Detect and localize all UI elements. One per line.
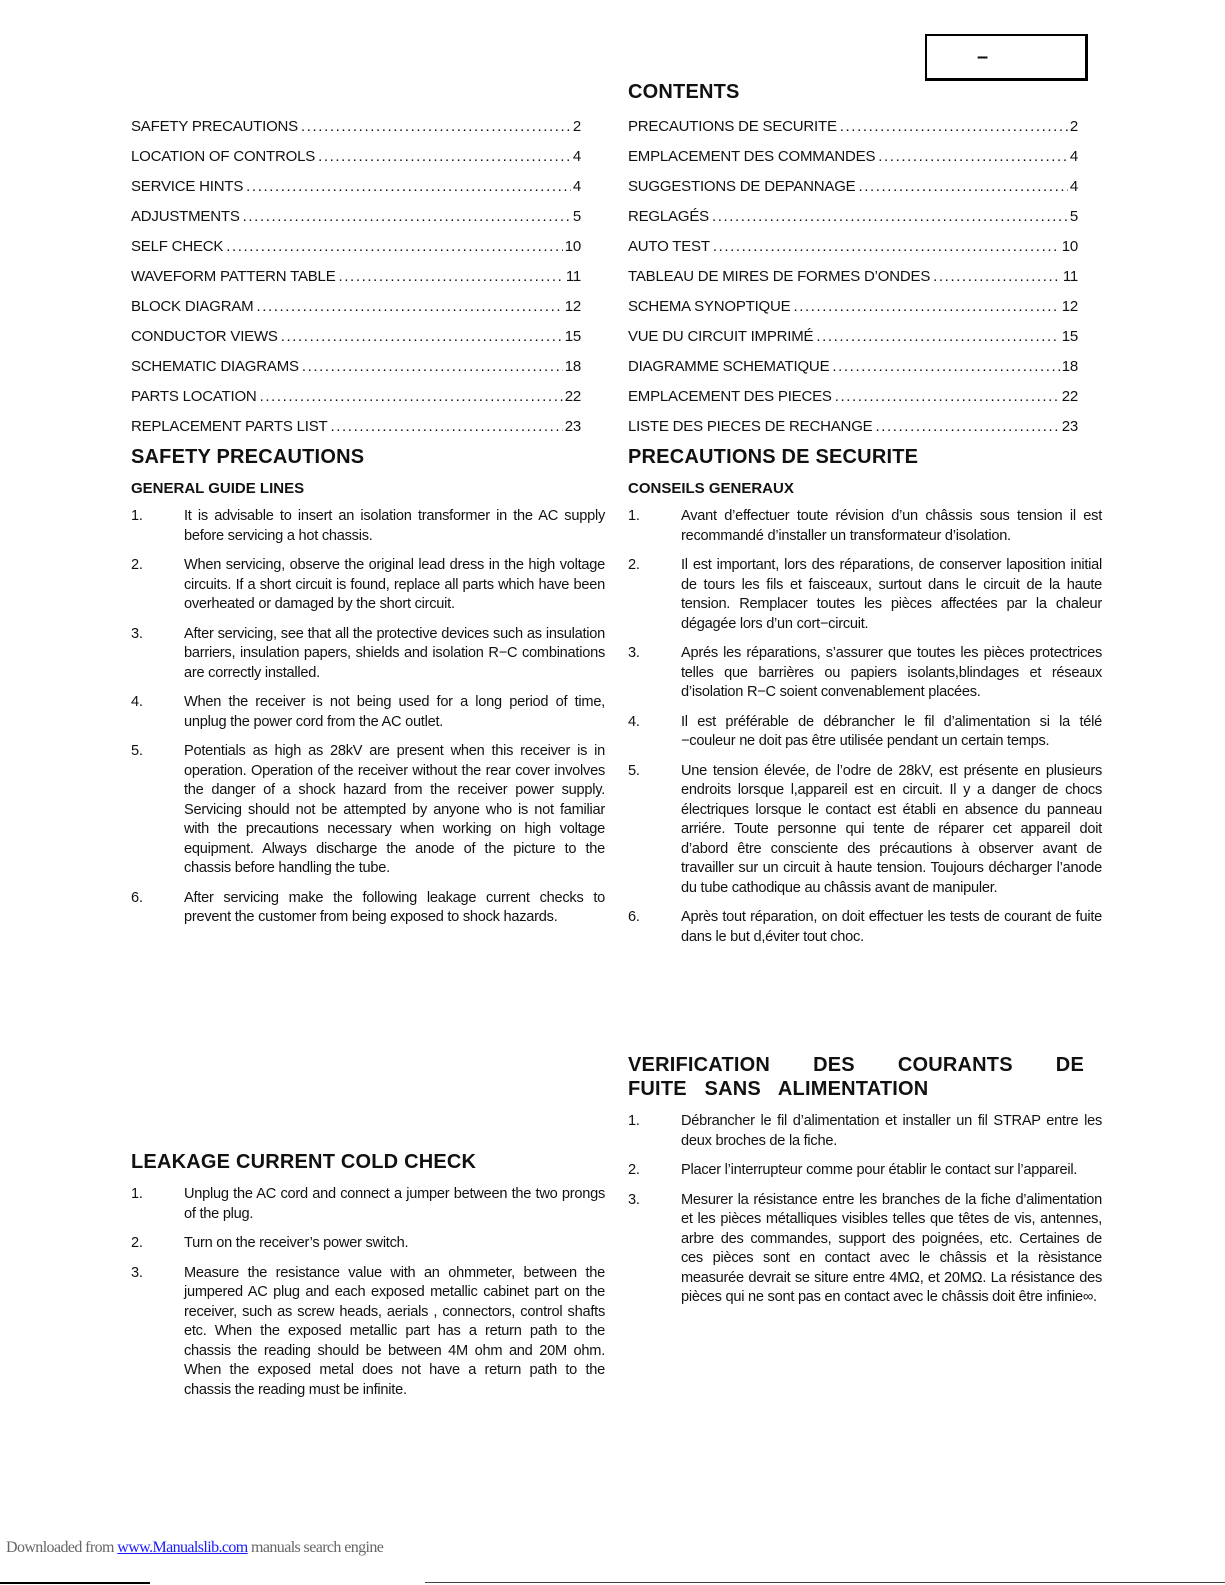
list-item-text: It is advisable to insert an isolation transformer in the AC supply before servicing a hot chassis.: [184, 508, 605, 544]
list-item-text: Après tout réparation, on doit effectuer les tests de courant de fuite dans le but d,éviter tout choc.: [681, 909, 1102, 945]
toc-entry[interactable]: [131, 147, 581, 177]
list-item-text: Placer l’interrupteur comme pour établir le contact sur l’appareil.: [681, 1162, 1078, 1178]
toc-entry-page: 18: [1061, 358, 1078, 375]
toc-entry-title: VUE DU CIRCUIT IMPRIMÉ: [628, 328, 814, 345]
toc-dot-leader: [281, 327, 563, 357]
toc-entry-page: 23: [1061, 418, 1078, 435]
list-item: [131, 556, 605, 615]
toc-dot-leader: [712, 207, 1068, 237]
toc-dot-leader: [816, 327, 1059, 357]
toc-entry[interactable]: [628, 207, 1078, 237]
list-item-number: 2.: [131, 557, 143, 573]
toc-entry[interactable]: [628, 327, 1078, 357]
toc-entry-title: REPLACEMENT PARTS LIST: [131, 418, 328, 435]
list-item: [628, 1161, 1102, 1181]
toc-dot-leader: [226, 237, 563, 267]
list-item: [131, 507, 605, 546]
manualslib-link[interactable]: www.Manualslib.com: [117, 1539, 248, 1556]
list-item-text: Avant d’effectuer toute révision d’un châssis sous tension il est recommandé d’installer un transformateur d’isolation.: [681, 508, 1102, 544]
toc-entry-title: EMPLACEMENT DES COMMANDES: [628, 148, 876, 165]
toc-dot-leader: [256, 297, 562, 327]
list-item-number: 1.: [131, 508, 143, 524]
list-item: [628, 762, 1102, 899]
list-item-number: 6.: [628, 909, 640, 925]
toc-entry[interactable]: [628, 117, 1078, 147]
toc-entry-page: 18: [564, 358, 581, 375]
toc-entry[interactable]: [628, 237, 1078, 267]
toc-entry-title: LOCATION OF CONTROLS: [131, 148, 316, 165]
list-item-text: After servicing make the following leakage current checks to prevent the customer from being exposed to shock hazards.: [184, 889, 605, 925]
toc-entry[interactable]: [628, 417, 1078, 447]
toc-entry-page: 15: [1061, 328, 1078, 345]
toc-entry[interactable]: [131, 417, 581, 447]
header-box: [925, 34, 1088, 81]
list-item: [131, 1264, 605, 1401]
toc-entry-title: DIAGRAMME SCHEMATIQUE: [628, 358, 830, 375]
leakage-list-en: [131, 1185, 605, 1410]
toc-entry-page: 10: [564, 238, 581, 255]
safety-subtitle-fr: CONSEILS GENERAUX: [628, 480, 794, 497]
list-item: [131, 625, 605, 684]
toc-english: [131, 117, 581, 447]
toc-entry-title: SELF CHECK: [131, 238, 224, 255]
safety-title-fr: PRECAUTIONS DE SECURITE: [628, 446, 919, 468]
toc-entry-title: EMPLACEMENT DES PIECES: [628, 388, 832, 405]
toc-entry[interactable]: [131, 327, 581, 357]
toc-dot-leader: [331, 417, 563, 447]
toc-entry-page: 15: [564, 328, 581, 345]
toc-dot-leader: [243, 207, 571, 237]
toc-entry-title: SCHEMATIC DIAGRAMS: [131, 358, 299, 375]
safety-list-en: [131, 507, 605, 938]
toc-entry[interactable]: [131, 237, 581, 267]
toc-entry-title: PARTS LOCATION: [131, 388, 257, 405]
toc-dot-leader: [713, 237, 1060, 267]
toc-entry-title: LISTE DES PIECES DE RECHANGE: [628, 418, 873, 435]
list-item: [628, 1191, 1102, 1308]
toc-entry[interactable]: [131, 387, 581, 417]
toc-entry-page: 11: [1062, 268, 1078, 285]
list-item-text: Unplug the AC cord and connect a jumper between the two prongs of the plug.: [184, 1186, 605, 1222]
list-item: [131, 693, 605, 732]
list-item: [628, 908, 1102, 947]
toc-entry[interactable]: [131, 177, 581, 207]
toc-dot-leader: [878, 147, 1068, 177]
list-item-text: Il est préférable de débrancher le fil d’alimentation si la télé −couleur ne doit pas être utilisée pendant un certain temps.: [681, 713, 1102, 749]
toc-entry-page: 4: [572, 178, 581, 195]
list-item-number: 6.: [131, 889, 143, 906]
list-item: [628, 644, 1102, 703]
list-item-number: 5.: [628, 762, 640, 779]
list-item-text: Aprés les réparations, s’assurer que toutes les pièces protectrices telles que barrières ou papiers isolants,blindages et réseaux d’isolation R−C soient convenablement placées.: [681, 645, 1102, 700]
list-item-text: Débrancher le fil d’alimentation et installer un fil STRAP entre les deux broches de la fiche.: [681, 1113, 1102, 1149]
footer-rule-left: [0, 1582, 150, 1584]
list-item-text: Mesurer la résistance entre les branches de la fiche d’alimentation et les pièces métalliques visibles telles que têtes de vis, antennes, arbre des commandes, support des poignées, etc. Certaines de ces pièces sont en contact avec le châssis et la rèsistance measurée devrait se siture entre 4MΩ, et 20MΩ. La résistance des pièces qui ne sont pas en contact avec le châssis doit être infinie∞.: [681, 1191, 1102, 1305]
list-item: [131, 742, 605, 879]
safety-list-fr: [628, 507, 1102, 957]
toc-entry[interactable]: [628, 387, 1078, 417]
list-item-number: 3.: [131, 1264, 143, 1281]
list-item-number: 3.: [628, 1191, 640, 1208]
list-item-text: After servicing, see that all the protective devices such as insulation barriers, insulation papers, shields and isolation R−C combinations are correctly installed.: [184, 625, 605, 681]
leakage-list-fr: [628, 1112, 1102, 1318]
toc-entry[interactable]: [131, 117, 581, 147]
header-box-text: –: [977, 46, 989, 68]
list-item-number: 2.: [628, 1162, 640, 1178]
list-item-number: 2.: [628, 557, 640, 573]
list-item: [131, 889, 605, 928]
toc-entry[interactable]: [131, 357, 581, 387]
toc-entry[interactable]: [131, 207, 581, 237]
footer-prefix: Downloaded from: [6, 1539, 118, 1556]
toc-entry-page: 23: [564, 418, 581, 435]
toc-dot-leader: [339, 267, 564, 297]
leakage-title-en: LEAKAGE CURRENT COLD CHECK: [131, 1151, 477, 1173]
toc-dot-leader: [875, 417, 1059, 447]
toc-entry-title: TABLEAU DE MIRES DE FORMES D’ONDES: [628, 268, 931, 285]
list-item-text: Measure the resistance value with an ohmmeter, between the jumpered AC plug and each exposed metallic cabinet part on the receiver, such as screw heads, aerials , connectors, control shafts etc. When the exposed metallic part has a return path to the chassis the reading should be between 4M ohm and 20M ohm. When the exposed metal does not have a return path to the chassis the reading must be infinite.: [184, 1264, 605, 1398]
toc-entry-title: CONDUCTOR VIEWS: [131, 328, 278, 345]
toc-dot-leader: [260, 387, 563, 417]
toc-dot-leader: [840, 117, 1068, 147]
safety-title-en: SAFETY PRECAUTIONS: [131, 446, 365, 468]
list-item-number: 2.: [131, 1235, 143, 1251]
list-item: [628, 1112, 1102, 1151]
list-item: [131, 1234, 605, 1254]
toc-entry-page: 22: [1061, 388, 1078, 405]
list-item-number: 4.: [131, 694, 143, 710]
toc-entry-title: ADJUSTMENTS: [131, 208, 240, 225]
toc-dot-leader: [302, 357, 563, 387]
footer-rule-right: [425, 1582, 1225, 1583]
toc-entry-title: SAFETY PRECAUTIONS: [131, 118, 298, 135]
list-item-text: Une tension élevée, de l’odre de 28kV, est présente en plusieurs endroits lorsque l,appareil est en circuit. Il y a danger de chocs électriques lorsque le contact est établi en absence du panneau arriére. Toute personne qui tente de réparer cet appareil doit d’abord être consciente des précautions à observer avant de travailler sur un circuit à haute tension. Toujours décharger l’anode du tube cathodique au châssis avant de manipuler.: [681, 762, 1102, 896]
toc-dot-leader: [835, 387, 1060, 417]
list-item-text: Potentials as high as 28kV are present when this receiver is in operation. Operation of the receiver without the rear cover involves the danger of a shock hazard from the receiver power supply. Servicing should not be attempted by anyone who is not familiar with the precautions necessary when working on high voltage equipment. Always discharge the anode of the picture to the chassis before handling the tube.: [184, 743, 605, 876]
list-item-number: 1.: [628, 508, 640, 524]
safety-subtitle-en: GENERAL GUIDE LINES: [131, 480, 305, 497]
list-item: [628, 713, 1102, 752]
leakage-title-fr: VERIFICATION DES COURANTS DE FUITE SANS ALIMENTATION: [628, 1054, 1084, 1100]
list-item-number: 1.: [131, 1186, 143, 1202]
toc-entry-page: 4: [1069, 148, 1078, 165]
toc-entry[interactable]: [628, 297, 1078, 327]
footer: [6, 1539, 383, 1557]
list-item: [131, 1185, 605, 1224]
toc-dot-leader: [301, 117, 571, 147]
toc-entry-page: 5: [572, 208, 581, 225]
toc-entry[interactable]: [131, 267, 581, 297]
toc-entry-title: WAVEFORM PATTERN TABLE: [131, 268, 336, 285]
toc-entry[interactable]: [628, 267, 1078, 297]
toc-entry-page: 4: [572, 148, 581, 165]
toc-entry-page: 2: [572, 118, 581, 135]
toc-entry-page: 10: [1061, 238, 1078, 255]
toc-dot-leader: [318, 147, 571, 177]
toc-entry[interactable]: [628, 177, 1078, 207]
toc-entry-title: SCHEMA SYNOPTIQUE: [628, 298, 791, 315]
toc-dot-leader: [933, 267, 1061, 297]
toc-entry-title: SERVICE HINTS: [131, 178, 244, 195]
toc-entry-page: 12: [1061, 298, 1078, 315]
list-item-number: 3.: [628, 645, 640, 661]
toc-entry[interactable]: [628, 357, 1078, 387]
toc-entry[interactable]: [628, 147, 1078, 177]
toc-entry[interactable]: [131, 297, 581, 327]
list-item-text: When servicing, observe the original lead dress in the high voltage circuits. If a short circuit is found, replace all parts which have been overheated or damaged by the short circuit.: [184, 557, 605, 612]
toc-entry-title: REGLAGÉS: [628, 208, 709, 225]
list-item-text: Il est important, lors des réparations, de conserver laposition initial de tours les fils et faisceaux, surtout dans le circuit de la haute tension. Remplacer toutes les pièces affectées par la chaleur dégagée lors d’un cort−circuit.: [681, 557, 1102, 632]
toc-entry-page: 11: [565, 268, 581, 285]
list-item-number: 1.: [628, 1113, 640, 1129]
toc-entry-page: 4: [1069, 178, 1078, 195]
footer-suffix: manuals search engine: [247, 1539, 384, 1556]
list-item-number: 5.: [131, 743, 143, 759]
toc-entry-title: AUTO TEST: [628, 238, 710, 255]
toc-entry-page: 5: [1069, 208, 1078, 225]
toc-dot-leader: [246, 177, 571, 207]
toc-entry-title: PRECAUTIONS DE SECURITE: [628, 118, 837, 135]
toc-dot-leader: [793, 297, 1059, 327]
toc-entry-page: 2: [1069, 118, 1078, 135]
toc-dot-leader: [832, 357, 1059, 387]
toc-entry-page: 22: [564, 388, 581, 405]
list-item-text: Turn on the receiver’s power switch.: [184, 1235, 409, 1251]
list-item-number: 4.: [628, 713, 640, 730]
list-item: [628, 507, 1102, 546]
list-item-text: When the receiver is not being used for a long period of time, unplug the power cord from the AC outlet.: [184, 694, 605, 730]
toc-entry-page: 12: [564, 298, 581, 315]
toc-entry-title: SUGGESTIONS DE DEPANNAGE: [628, 178, 856, 195]
toc-french: [628, 117, 1078, 447]
toc-dot-leader: [858, 177, 1067, 207]
list-item: [628, 556, 1102, 634]
contents-title: CONTENTS: [628, 81, 740, 103]
list-item-number: 3.: [131, 625, 143, 642]
toc-entry-title: BLOCK DIAGRAM: [131, 298, 254, 315]
